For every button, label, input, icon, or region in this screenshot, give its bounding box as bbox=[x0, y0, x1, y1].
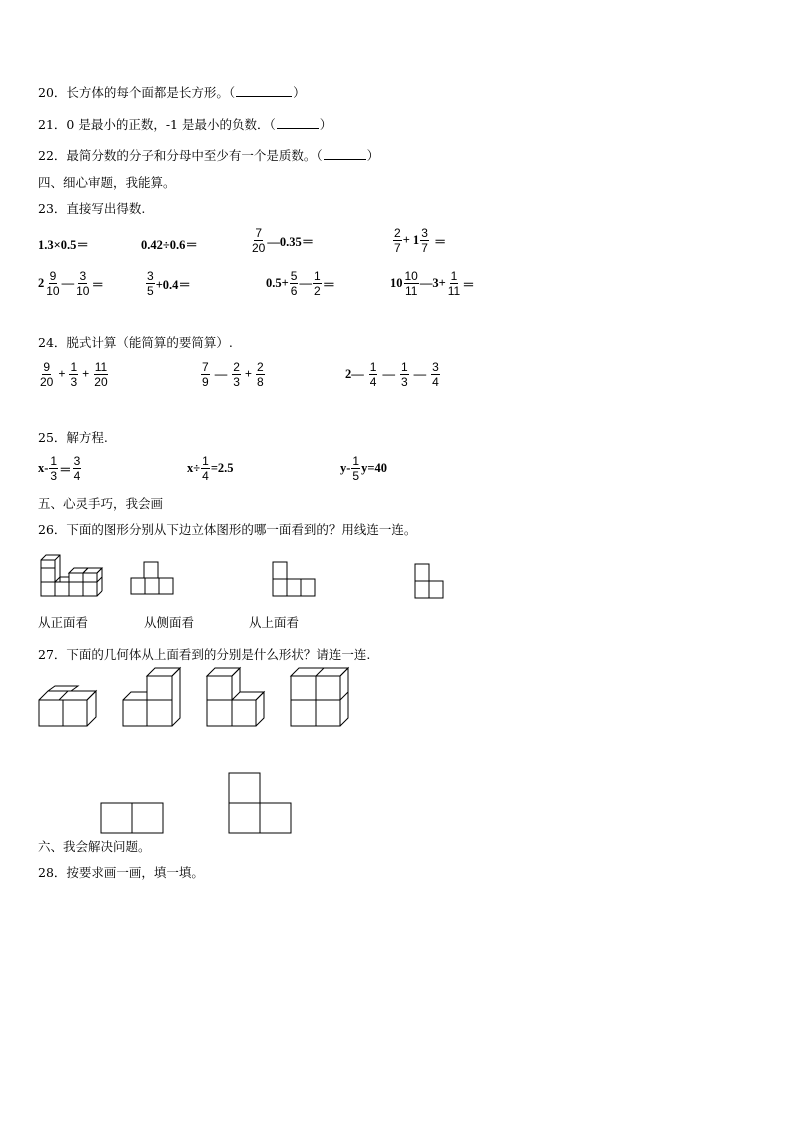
fraction: $\frac{2}{3}$ bbox=[233, 360, 240, 389]
fraction: $\frac{1}{4}$ bbox=[369, 360, 377, 389]
solid-figure-b bbox=[122, 668, 186, 730]
calc-expression: $\frac{7}{9}$ — $\frac{2}{3}$ + $\frac{2}{8}$ bbox=[202, 360, 264, 389]
calc-expression: 0.5+ $\frac{5}{6}$ — $\frac{1}{2}$ ＝ bbox=[266, 269, 336, 298]
calc-expression: $\frac{7}{20}$ —0.35＝ bbox=[252, 226, 315, 255]
top-view-shape-1 bbox=[100, 802, 166, 836]
fraction: $\frac{7}{9}$ bbox=[202, 360, 209, 389]
answer-blank[interactable] bbox=[277, 128, 319, 129]
question-text: 最简分数的分子和分母中至少有一个是质数。（ bbox=[66, 148, 323, 163]
fraction: $\frac{7}{20}$ bbox=[252, 226, 266, 255]
section-5-heading: 五、心灵手巧，我会画 bbox=[38, 496, 164, 511]
view-shape-1 bbox=[130, 561, 180, 597]
fraction: $\frac{3}{7}$ bbox=[421, 226, 428, 255]
fraction: $\frac{1}{3}$ bbox=[70, 360, 78, 389]
fraction: $\frac{1}{3}$ bbox=[400, 360, 408, 389]
fraction: $\frac{1}{5}$ bbox=[352, 454, 360, 483]
calc-expression: $\frac{9}{20}$ + $\frac{1}{3}$ + $\frac{11}{20}$ bbox=[40, 360, 108, 389]
section-4-heading: 四、细心审题，我能算。 bbox=[38, 175, 176, 190]
equation: y- $\frac{1}{5}$ y=40 bbox=[340, 454, 387, 483]
fraction: $\frac{5}{6}$ bbox=[290, 269, 298, 298]
fraction: $\frac{1}{3}$ bbox=[50, 454, 58, 483]
solid-figure-d bbox=[290, 668, 354, 730]
fraction: $\frac{9}{20}$ bbox=[40, 360, 54, 389]
solid-figure-cubes bbox=[38, 553, 100, 599]
equation: x- $\frac{1}{3}$ ＝ $\frac{3}{4}$ bbox=[38, 454, 81, 483]
question-22: 22．最简分数的分子和分母中至少有一个是质数。（ ） bbox=[38, 148, 380, 163]
fraction: $\frac{2}{8}$ bbox=[257, 360, 264, 389]
fraction: $\frac{3}{4}$ bbox=[432, 360, 439, 389]
fraction: $\frac{1}{4}$ bbox=[202, 454, 209, 483]
question-24-title: 24．脱式计算（能简算的要简算）. bbox=[38, 335, 233, 350]
calc-expression: 1.3×0.5＝ bbox=[38, 238, 89, 252]
fraction: $\frac{2}{7}$ bbox=[394, 226, 401, 255]
fraction: $\frac{10}{11}$ bbox=[404, 269, 418, 298]
fraction: $\frac{1}{2}$ bbox=[313, 269, 321, 298]
fraction: $\frac{3}{10}$ bbox=[76, 269, 90, 298]
fraction: $\frac{3}{5}$ bbox=[147, 269, 154, 298]
equation: x÷ $\frac{1}{4}$ =2.5 bbox=[187, 454, 234, 483]
calc-expression: 10 $\frac{10}{11}$ —3+ $\frac{1}{11}$ ＝ bbox=[390, 269, 475, 298]
top-view-shape-2 bbox=[228, 772, 294, 836]
question-number: 21． bbox=[38, 117, 67, 132]
view-label-front: 从正面看 bbox=[38, 615, 89, 630]
solid-figure-a bbox=[38, 686, 102, 730]
calc-expression: 2 $\frac{9}{10}$ — $\frac{3}{10}$ ＝ bbox=[38, 269, 104, 298]
calc-expression: 0.42÷0.6＝ bbox=[141, 238, 198, 252]
answer-blank[interactable] bbox=[324, 159, 366, 160]
fraction: $\frac{11}{20}$ bbox=[94, 360, 108, 389]
view-label-side: 从侧面看 bbox=[144, 615, 195, 630]
question-25-title: 25．解方程. bbox=[38, 430, 108, 445]
question-text: 0 是最小的正数，-1 是最小的负数．（ bbox=[66, 117, 276, 132]
question-23-title: 23．直接写出得数. bbox=[38, 201, 146, 216]
fraction: $\frac{1}{11}$ bbox=[447, 269, 461, 298]
calc-expression: 2— $\frac{1}{4}$ — $\frac{1}{3}$ — $\frac{3}{4}$ bbox=[345, 360, 439, 389]
fraction: $\frac{9}{10}$ bbox=[46, 269, 60, 298]
view-label-top: 从上面看 bbox=[249, 615, 300, 630]
question-21: 21．0 是最小的正数，-1 是最小的负数．（ ） bbox=[38, 117, 333, 132]
question-number: 20． bbox=[38, 85, 67, 100]
question-text: 长方体的每个面都是长方形。（ bbox=[66, 85, 236, 100]
question-28-title: 28．按要求画一画，填一填。 bbox=[38, 865, 204, 880]
solid-figure-c bbox=[206, 668, 270, 730]
fraction: $\frac{3}{4}$ bbox=[73, 454, 81, 483]
calc-expression: $\frac{3}{5}$ +0.4＝ bbox=[147, 269, 191, 298]
answer-blank[interactable] bbox=[236, 96, 292, 97]
calc-expression: $\frac{2}{7}$ + 1 $\frac{3}{7}$ ＝ bbox=[394, 226, 447, 255]
view-shape-2 bbox=[272, 561, 322, 597]
question-number: 22． bbox=[38, 148, 67, 163]
question-26-title: 26．下面的图形分别从下边立体图形的哪一面看到的？用线连一连。 bbox=[38, 522, 417, 537]
question-20: 20．长方体的每个面都是长方形。（ ） bbox=[38, 85, 306, 100]
section-6-heading: 六、我会解决问题。 bbox=[38, 839, 151, 854]
view-shape-3 bbox=[414, 563, 448, 601]
question-27-title: 27．下面的几何体从上面看到的分别是什么形状？请连一连. bbox=[38, 647, 371, 662]
